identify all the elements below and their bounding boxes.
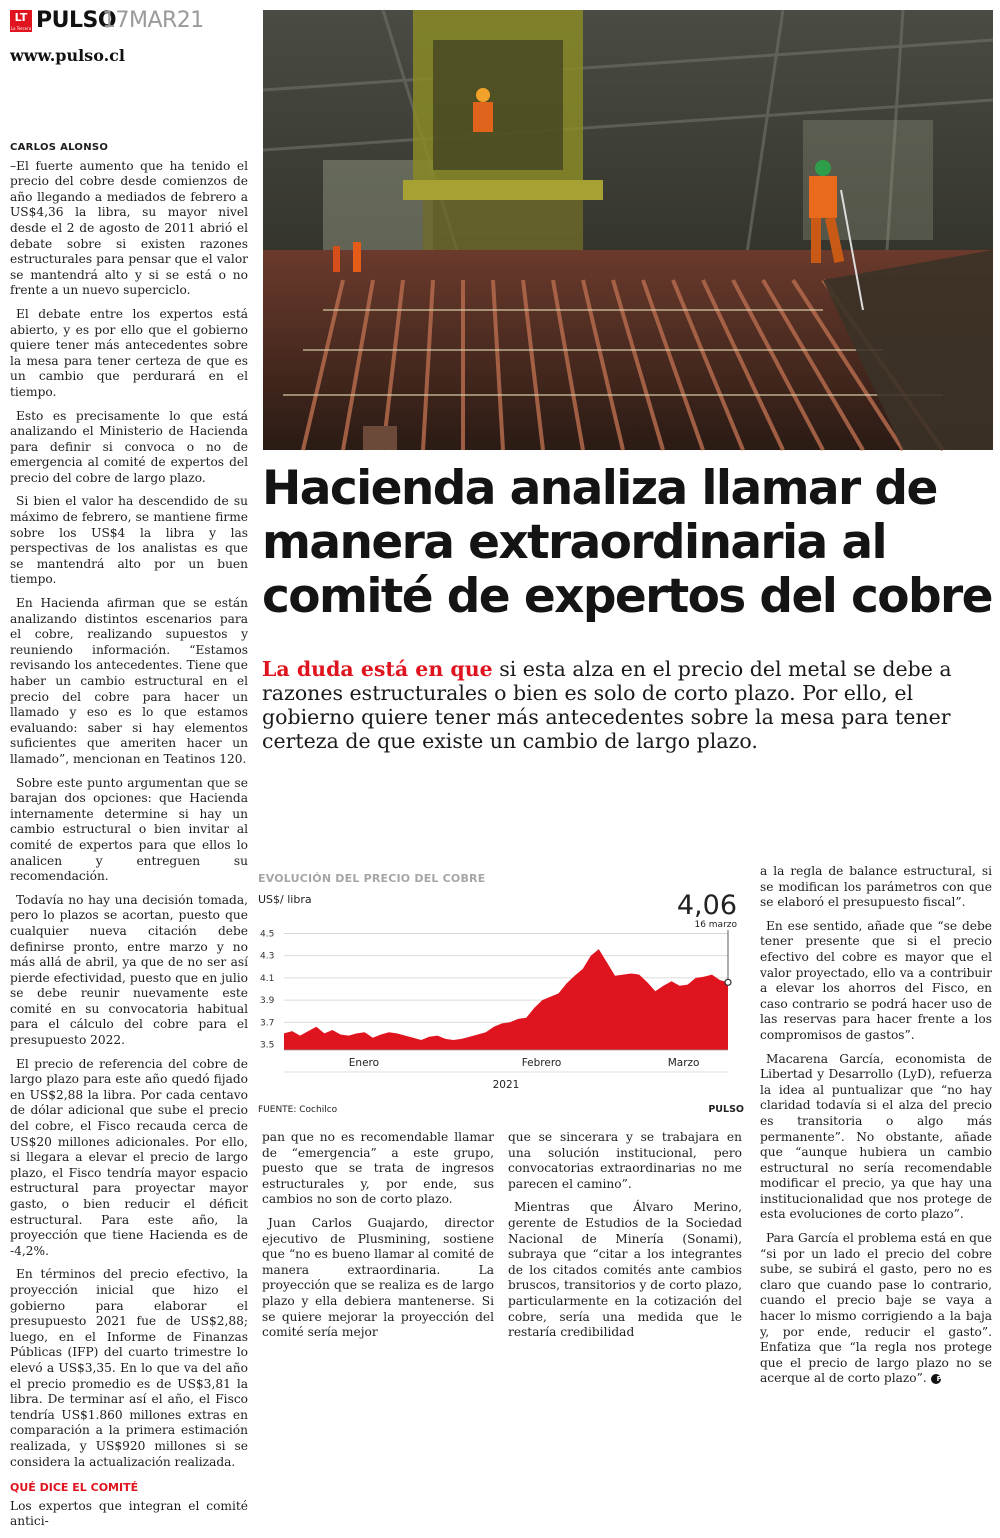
paragraph: El precio de referencia del cobre de largo plazo para este año quedó fijado en US$2,88 la libra. Por cada centavo de dólar adicional que sube el precio del cobre, el Fisco recauda cerca de US$20 millones adicionales. Por ello, si llegara a elevar el precio de largo plazo, el Fisco tendría mayor espacio estructural para proyectar mayor gasto, o bien reducir el déficit estructural. Para este año, la proyección que tiene Hacienda es de -4,2%. (10, 1056, 248, 1258)
column-2 (262, 1130, 494, 1349)
paragraph: Sobre este punto argumentan que se barajan dos opciones: que Hacienda internamente determine si hay un cambio estructural o bien invitar al comité de expertos para que ellos lo analicen y entreguen su recomendación. (10, 775, 248, 884)
byline: CARLOS ALONSO (10, 142, 109, 153)
paragraph: En términos del precio efectivo, la proyección inicial que hizo el gobierno para elaborar el presupuesto 2021 fue de US$2,88; luego, en el Informe de Finanzas Públicas (IFP) del cuarto trimestre lo elevó a US$3,35. En lo que va del año el precio promedio es de US$3,81 la libra. De terminar así el año, el Fisco tendría US$1.860 millones extras en comparación a la primera estimación realizada, y US$920 millones si se considera la actualización realizada. (10, 1267, 248, 1469)
paragraph: que se sincerara y se trabajara en una solución institucional, pero convocatorias extraordinarias no me parecen el camino”. (508, 1130, 742, 1191)
paragraph: Si bien el valor ha descendido de su máximo de febrero, se mantiene firme sobre los US$4 la libra y las perspectivas de los analistas es que se mantendrá alto por un buen tiempo. (10, 494, 248, 587)
y-tick-label: 4.1 (260, 973, 275, 984)
chart-title: EVOLUCIÓN DEL PRECIO DEL COBRE (258, 872, 486, 885)
y-tick-label: 3.9 (260, 996, 275, 1007)
price-area (284, 949, 728, 1050)
refinery-illustration (263, 10, 993, 450)
issue-date: 17MAR21 (102, 8, 204, 33)
masthead (10, 8, 260, 68)
column-3 (508, 1130, 742, 1349)
end-mark-icon: P (931, 1374, 941, 1384)
y-tick-label: 4.3 (260, 951, 275, 962)
copper-price-chart (258, 872, 744, 1122)
paragraph: pan que no es recomendable llamar de “emergencia” a este grupo, puesto que se trata de ingresos estructurales y, por ende, sus cambios no son de corto plazo. (262, 1130, 494, 1207)
paragraph: En Hacienda afirman que se están analizando distintos escenarios para el cobre, realizando supuestos y reuniendo información. “Estamos revisando los antecedentes. Tiene que haber un cambio estructural en el precio del cobre para hacer un llamado y eso es lo que estamos evaluando: saber si hay elementos suficientes que ameriten hacer un llamado”, mencionan en Teatinos 120. (10, 596, 248, 766)
deck (262, 657, 992, 753)
y-tick-label: 4.5 (260, 929, 275, 940)
site-url[interactable]: www.pulso.cl (10, 46, 125, 65)
brand-name: PULSO (36, 8, 117, 33)
y-tick-label: 3.5 (260, 1040, 275, 1051)
x-tick-label: Febrero (521, 1057, 562, 1069)
paragraph: –El fuerte aumento que ha tenido el precio del cobre desde comienzos de año llegando a mediados de febrero a US$4,36 la libra, su mayor nivel desde el 2 de agosto de 2011 abrió el debate sobre si existen razones estructurales para pensar que el valor se mantendrá alto y si se está o no frente a un nuevo superciclo. (10, 158, 248, 298)
deck-text: si esta alza en el precio del metal se debe a razones estructurales o bien es solo de corto plazo. Por ello, el gobierno quiere tener más antecedentes sobre la mesa para tener certeza de que existe un cambio de largo plazo. (262, 657, 952, 753)
paragraph: Mientras que Álvaro Merino, gerente de Estudios de la Sociedad Nacional de Minería (Sonami), subraya que “citar a los integrantes de los citados comités ante cambios bruscos, transitorios y de corto plazo, particularmente en la cotización del cobre, sería una medida que le restaría credibilidad (508, 1200, 742, 1340)
x-tick-label: Enero (348, 1057, 380, 1069)
chart-credit: PULSO (708, 1104, 744, 1115)
lt-logo[interactable]: LT La Tercera (10, 11, 32, 31)
headline: Hacienda analiza llamar de manera extraordinaria al comité de expertos del cobre (262, 461, 992, 624)
paragraph: Para García el problema está en que “si por un lado el precio del cobre sube, se subirá el gasto, pero no es claro que cuando pase lo contrario, cuando el precio baje se vaya a hacer lo mismo corrigiendo a la baja y, por ende, reducir el gasto”. Enfatiza que “la regla nos protege que el precio de largo plazo no se acerque al de corto plazo”. P (760, 1231, 992, 1386)
left-column (10, 140, 248, 1538)
last-point-marker (725, 979, 731, 985)
paragraph: Todavía no hay una decisión tomada, pero lo plazos se acortan, puesto que cualquier nueva citación debe definirse pronto, entre marzo y no más allá de abril, ya que de no ser así pierde efectividad, puesto que en julio se debe reunir nuevamente este comité en su convocatoria habitual para el cálculo del cobre para el presupuesto 2022. (10, 892, 248, 1048)
chart-source: FUENTE: Cochilco (258, 1105, 338, 1115)
x-tick-label: Marzo (667, 1057, 700, 1069)
refinery-photo (263, 10, 993, 450)
paragraph: a la regla de balance estructural, si se modifican los parámetros con que se elaboró el presupuesto fiscal”. (760, 864, 992, 910)
left-paragraphs (10, 159, 248, 1471)
subhead-paragraph: Los expertos que integran el comité antici- (10, 1498, 248, 1529)
paragraph: Juan Carlos Guajardo, director ejecutivo de Plusmining, sostiene que “no es bueno llamar al comité de manera extraordinaria. La proyección que se realiza es de largo plazo y ella debiera mantenerse. Si se quiere mejorar la proyección del comité sería mejor (262, 1215, 494, 1340)
paragraph: El debate entre los expertos está abierto, y es por ello que el gobierno quiere tener más antecedentes sobre la mesa para tener certeza de que es un cambio que perdurará en el tiempo. (10, 306, 248, 399)
paragraph: Esto es precisamente lo que está analizando el Ministerio de Hacienda para definir si convoca o no de emergencia al comité de expertos del precio del cobre de largo plazo. (10, 408, 248, 485)
paragraph: Macarena García, economista de Libertad y Desarrollo (LyD), refuerza la idea al puntualizar que “no hay claridad todavía si el alza del precio es transitoria o algo más permanente”. No obstante, añade que “aunque hubiera un cambio estructural no sería recomendable modificar el precio, ya que hay una institucionalidad que nos protege de esta evoluciones de corto plazo”. (760, 1051, 992, 1222)
paragraph: En ese sentido, añade que “se debe tener presente que si el precio efectivo del cobre es mayor que el valor proyectado, ello va a contribuir a elevar los ahorros del Fisco, en caso contrario se podrá hacer uso de las reservas para hacer frente a los compromisos de gastos”. (760, 918, 992, 1042)
column-4 (760, 864, 992, 1395)
chart-ylabel: US$/ libra (258, 893, 312, 906)
deck-lead: La duda está en que (262, 657, 493, 681)
highlight-value: 4,06 (676, 890, 737, 921)
chart-xlabel: 2021 (492, 1079, 520, 1091)
highlight-label: 16 marzo (694, 920, 737, 930)
y-tick-label: 3.7 (260, 1018, 275, 1029)
section-subhead: QUÉ DICE EL COMITÉ (10, 1481, 139, 1495)
